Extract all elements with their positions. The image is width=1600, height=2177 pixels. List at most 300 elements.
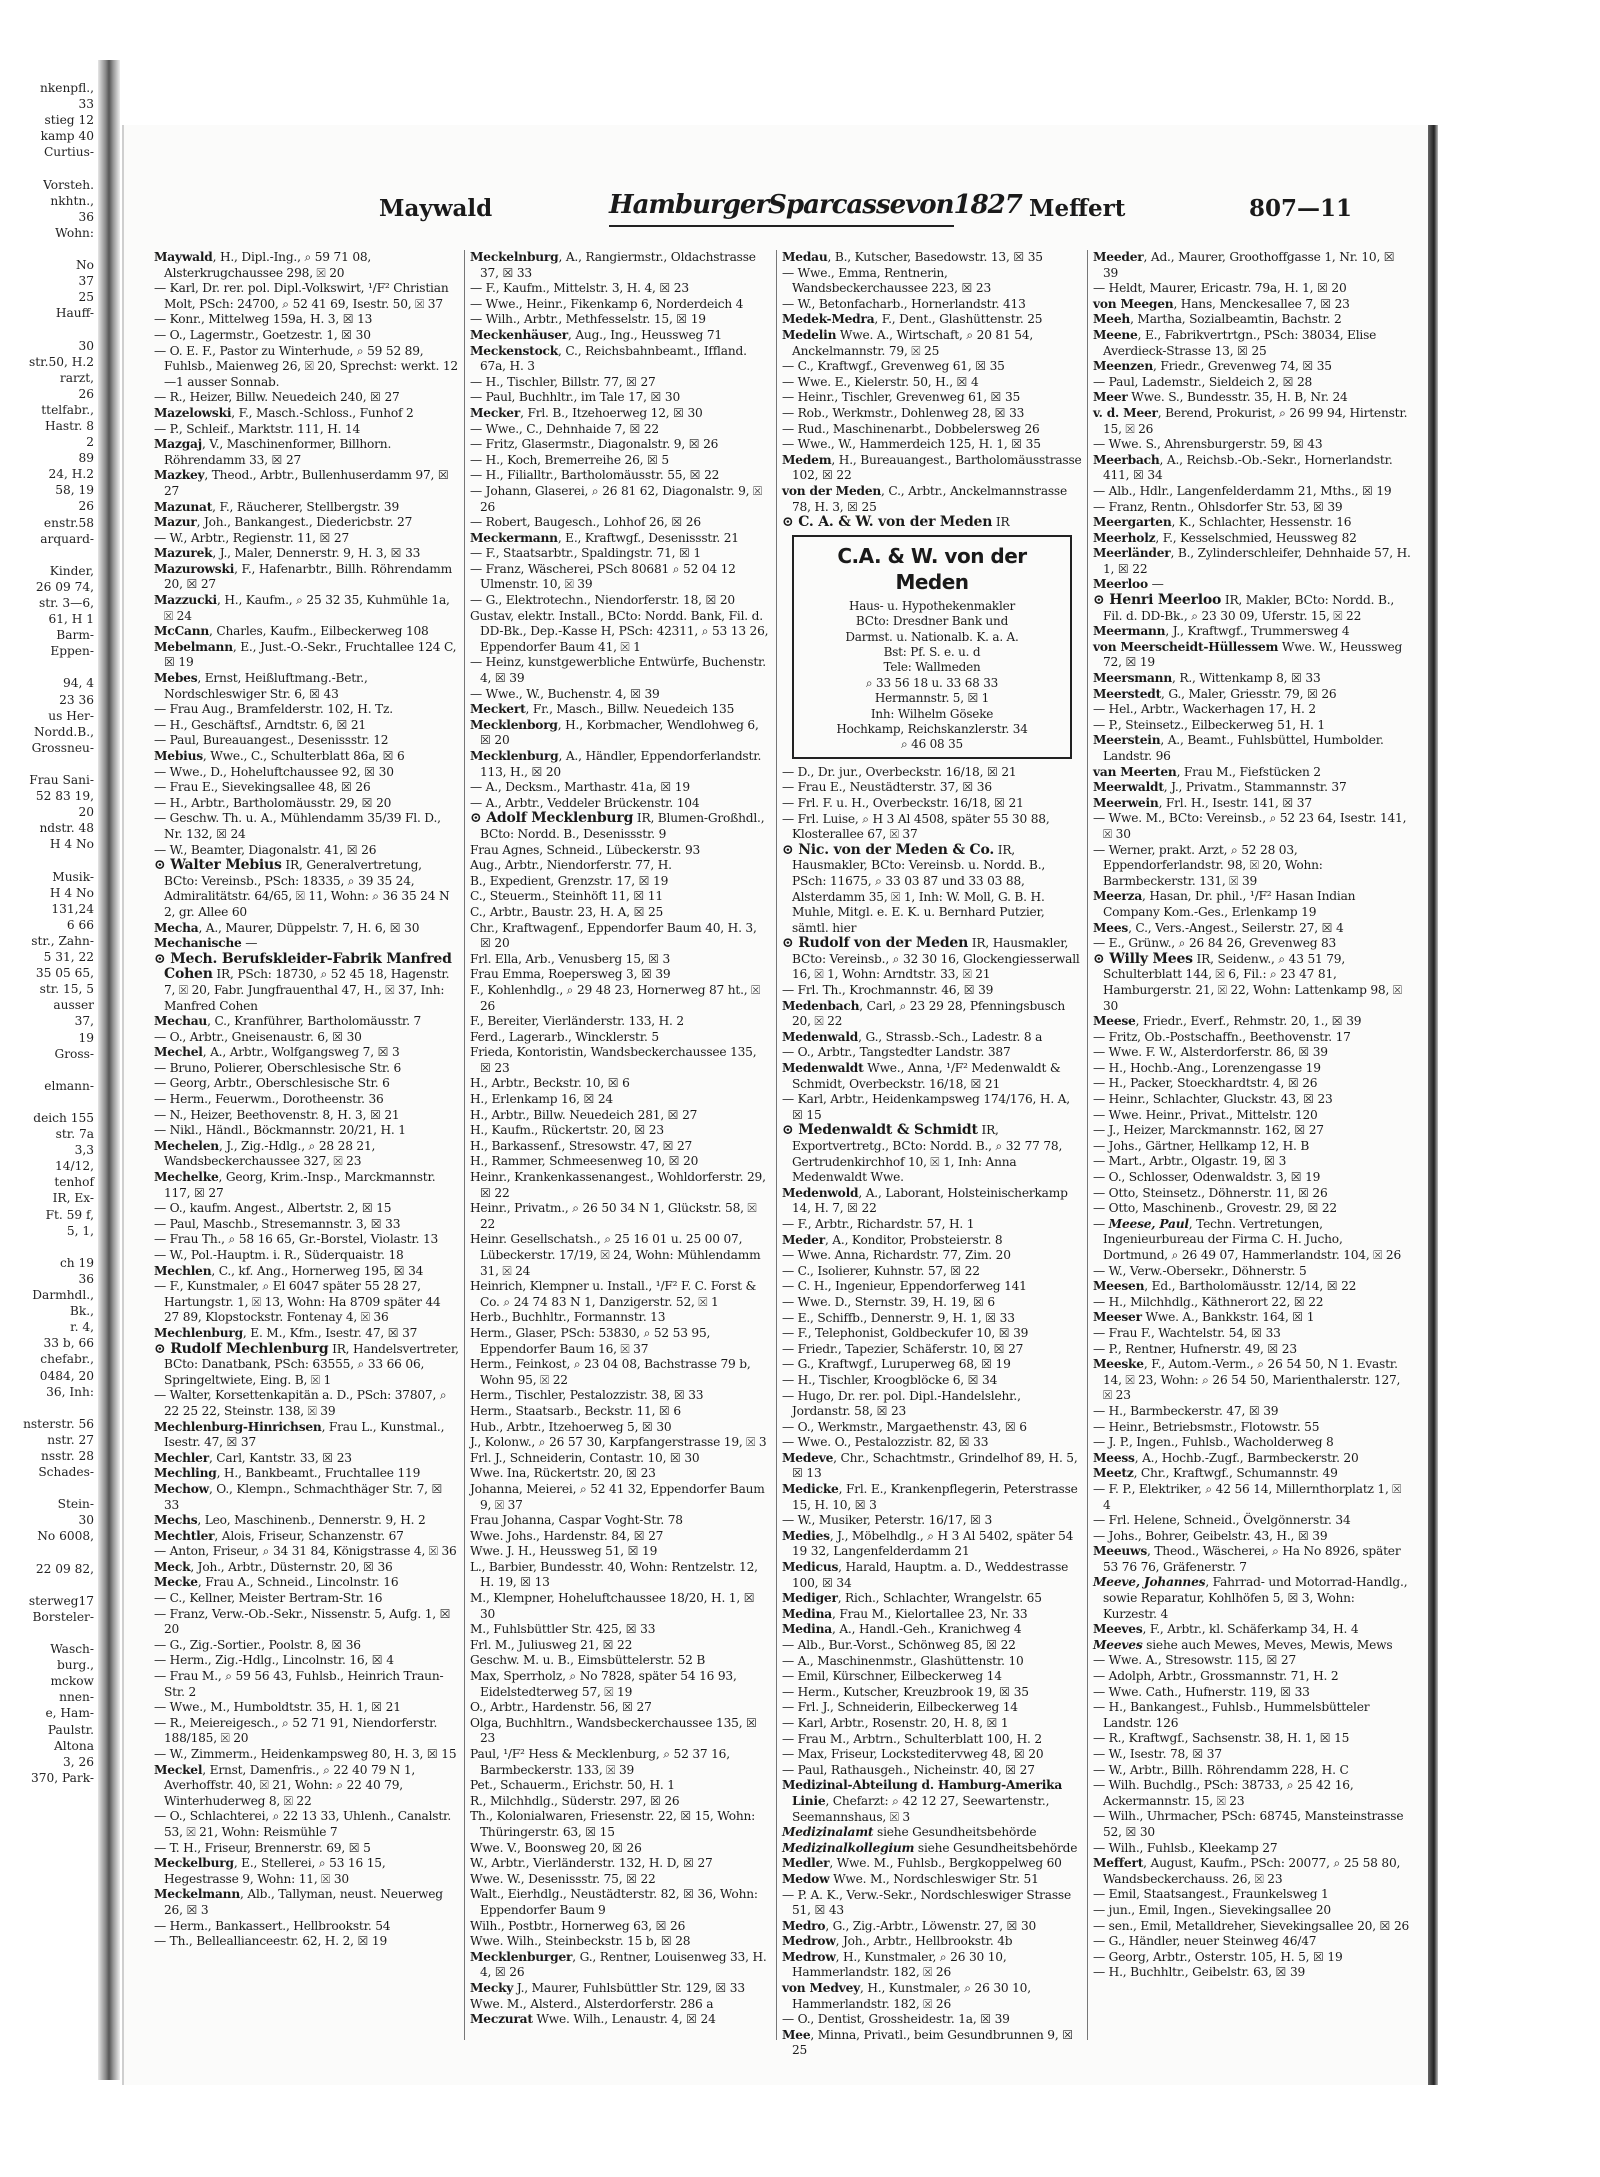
gutter-line: 33 b, 66 — [43, 1336, 94, 1351]
gutter-line: Wasch- — [50, 1642, 94, 1657]
directory-entry: — Wwe. Cath., Hufnerstr. 119, ☒ 33 — [1093, 1684, 1310, 1699]
ad-line: Hochkamp, Reichskanzlerstr. 34 — [836, 721, 1028, 736]
directory-entry: — Rob., Werkmstr., Dohlenweg 28, ☒ 33 — [782, 405, 1025, 420]
directory-entry: Medrow, H., Kunstmaler, ⌕ 26 30 10, Hammerlandstr. 182, ☒ 26 — [782, 1949, 1007, 1980]
ad-line: Tele: Wallmeden — [883, 660, 981, 675]
gutter-line: 33 — [78, 97, 94, 112]
directory-entry: Meerstedt, G., Maler, Griesstr. 79, ☒ 26 — [1093, 686, 1337, 701]
directory-entry: — C., Kellner, Meister Bertram-Str. 16 — [154, 1591, 383, 1606]
directory-entry: — H., Barmbeckerstr. 47, ☒ 39 — [1093, 1403, 1279, 1418]
directory-entry: — Nikl., Händl., Böckmannstr. 20/21, H. 1 — [154, 1123, 406, 1138]
directory-entry: Mazelowski, F., Masch.-Schloss., Funhof 2 — [154, 405, 414, 420]
gutter-line: 89 — [78, 451, 94, 466]
directory-entry: — Paul, Buchhltr., im Tale 17, ☒ 30 — [470, 390, 681, 405]
directory-entry: — Frau Th., ⌕ 58 16 65, Gr.-Borstel, Violastr. 13 — [154, 1232, 439, 1247]
directory-entry: Meese, Friedr., Everf., Rehmstr. 20, 1., ☒ 39 — [1093, 1014, 1362, 1029]
directory-entry: — Robert, Baugesch., Lohhof 26, ☒ 26 — [470, 515, 701, 530]
directory-entry: M., Fuhlsbüttler Str. 425, ☒ 33 — [470, 1622, 656, 1637]
directory-entry: Mechlenburg-Hinrichsen, Frau L., Kunstmal., Isestr. 47, ☒ 37 — [154, 1419, 445, 1450]
directory-entry: Medina, Frau M., Kielortallee 23, Nr. 33 — [782, 1606, 1028, 1621]
directory-entry: ⊙ C. A. & W. von der Meden IR — [782, 514, 1010, 531]
directory-entry: Frau Agnes, Schneid., Lübeckerstr. 93 — [470, 842, 701, 857]
gutter-line: No — [75, 258, 94, 273]
directory-entry: — O. E. F., Pastor zu Winterhude, ⌕ 59 52 89, Fuhlsb., Maienweg 26, ☒ 20, Sprechst: werkt. 12—1 ausser Sonnab. — [154, 343, 458, 389]
directory-page — [122, 125, 1430, 2085]
directory-entry: — Konr., Mittelweg 159a, H. 3, ☒ 13 — [154, 312, 373, 327]
directory-entry: Meerholz, F., Kesselschmied, Heussweg 82 — [1093, 530, 1357, 545]
directory-entry: — H., Bankangest., Fuhlsb., Hummelsbütteler Landstr. 126 — [1093, 1700, 1370, 1730]
gutter-line: tenhof — [54, 1175, 94, 1190]
directory-entry: — Georg, Arbtr., Osterstr. 105, H. 5, ☒ 19 — [1093, 1949, 1343, 1964]
directory-entry: — Alb., Bur.-Vorst., Schönweg 85, ☒ 22 — [782, 1638, 1016, 1652]
directory-entry: — G., Kraftwgf., Luruperweg 68, ☒ 19 — [782, 1357, 1011, 1372]
gutter-line: Frau Sani- — [29, 773, 94, 788]
gutter-line: 25 — [78, 290, 94, 305]
directory-entry: — C., Kraftwgf., Grevenweg 61, ☒ 35 — [782, 359, 1005, 374]
directory-entry: Mebes, Ernst, Heißluftmang.-Betr., Nordschleswiger Str. 6, ☒ 43 — [154, 671, 368, 701]
directory-entry: — Frl. Helene, Schneid., Övelgönnerstr. 34 — [1093, 1513, 1351, 1528]
gutter-line: Darmhdl., — [32, 1288, 94, 1303]
directory-entry: Mechs, Leo, Maschinenb., Dennerstr. 9, H. 2 — [154, 1513, 426, 1528]
directory-entry: — Max, Friseur, Locksteditervweg 48, ☒ 20 — [782, 1747, 1044, 1762]
directory-entry: Meerstein, A., Beamt., Fuhlsbüttel, Humbolder. Landstr. 96 — [1093, 733, 1384, 763]
gutter-line: 36 — [78, 209, 94, 224]
directory-entry: Meesen, Ed., Bartholomäusstr. 12/14, ☒ 22 — [1093, 1279, 1357, 1294]
directory-entry: — W., Verw.-Obersekr., Döhnerstr. 5 — [1093, 1263, 1307, 1278]
directory-entry: — Adolph, Arbtr., Grossmannstr. 71, H. 2 — [1093, 1669, 1339, 1684]
directory-entry: Max, Sperrholz, ⌕ No 7828, später 54 16 93, Eidelstedterweg 57, ☒ 19 — [470, 1669, 737, 1699]
gutter-line: Eppen- — [50, 644, 94, 659]
directory-entry: — Anton, Friseur, ⌕ 34 31 84, Königstrasse 4, ☒ 36 — [154, 1544, 457, 1559]
directory-entry: — T. H., Friseur, Brennerstr. 69, ☒ 5 — [154, 1840, 371, 1855]
directory-entry: H., Kaufm., Rückertstr. 20, ☒ 23 — [470, 1123, 664, 1138]
directory-entry: Meeh, Martha, Sozialbeamtin, Bachstr. 2 — [1093, 312, 1342, 327]
directory-entry: — J., Heizer, Marckmannstr. 162, ☒ 27 — [1093, 1123, 1324, 1138]
directory-entry: Medek-Medra, F., Dent., Glashüttenstr. 25 — [782, 312, 1043, 327]
gutter-line: 23 36 — [59, 692, 94, 707]
gutter-line: H 4 No — [49, 837, 94, 852]
directory-entry: Medler, Wwe. M., Fuhlsb., Bergkoppelweg 60 — [782, 1856, 1062, 1871]
directory-entry: R., Milchhdlg., Süderstr. 297, ☒ 26 — [470, 1793, 680, 1808]
directory-entry: Meckelnburg, A., Rangiermstr., Oldachstrasse 37, ☒ 33 — [470, 250, 756, 280]
directory-entry: Frau Johanna, Caspar Voght-Str. 78 — [470, 1513, 683, 1528]
directory-entry: — Frau F., Wachtelstr. 54, ☒ 33 — [1093, 1325, 1281, 1340]
directory-entry: v. d. Meer, Berend, Prokurist, ⌕ 26 99 94, Hirtenstr. 15, ☒ 26 — [1093, 405, 1408, 436]
directory-entry: — O., Arbtr., Tangstedter Landstr. 387 — [782, 1045, 1011, 1060]
directory-entry: Meck, Joh., Arbtr., Düsternstr. 20, ☒ 36 — [154, 1559, 393, 1574]
directory-entry: Meder, A., Konditor, Probsteierstr. 8 — [782, 1232, 1003, 1247]
gutter-line: 52 83 19, — [35, 789, 94, 804]
directory-entry: — Wwe., Heinr., Fikenkamp 6, Norderdeich 4 — [470, 296, 744, 311]
directory-entry: Medina, A., Handl.-Geh., Kranichweg 4 — [782, 1622, 1022, 1637]
gutter-line: 36, Inh: — [46, 1384, 94, 1399]
gutter-line: 37, — [74, 1014, 94, 1029]
directory-entry: — Johann, Glaserei, ⌕ 26 81 62, Diagonalstr. 9, ☒ 26 — [470, 483, 762, 514]
directory-entry: — jun., Emil, Ingen., Sievekingsallee 20 — [1093, 1902, 1331, 1917]
gutter-line: ausser — [53, 998, 94, 1013]
gutter-line: nsstr. 28 — [41, 1448, 94, 1463]
directory-entry: — Otto, Steinsetz., Döhnerstr. 11, ☒ 26 — [1093, 1185, 1328, 1200]
directory-entry: Heinr. Gesellschatsh., ⌕ 25 16 01 u. 25 00 07, Lübeckerstr. 17/19, ☒ 24, Wohn: Mühlendamm 31, ☒ 24 — [470, 1232, 761, 1278]
directory-entry: Medenbach, Carl, ⌕ 23 29 28, Pfenningsbusch 20, ☒ 22 — [782, 998, 1066, 1029]
ad-title: C.A. & W. von der Meden — [837, 543, 1027, 594]
directory-entry: Mazunat, F., Räucherer, Stellbergstr. 39 — [154, 499, 400, 514]
gutter-line: Hastr. 8 — [44, 418, 94, 433]
ad-line: Bst: Pf. S. e. u. d — [883, 644, 981, 659]
gutter-line: Schades- — [38, 1465, 94, 1480]
directory-entry: Paul, ¹/F² Hess & Mecklenburg, ⌕ 52 37 16, Barmbeckerstr. 133, ☒ 39 — [470, 1747, 730, 1777]
directory-entry: — Fritz, Ob.-Postschaffn., Beethovenstr. 17 — [1093, 1029, 1351, 1044]
directory-entry: Aug., Arbtr., Niendorferstr. 77, H. — [470, 858, 672, 873]
directory-entry: — Hel., Arbtr., Wackerhagen 17, H. 2 — [1093, 702, 1316, 717]
directory-entry: — Paul, Maschb., Stresemannstr. 3, ☒ 33 — [154, 1216, 401, 1231]
directory-entry: — W., Arbtr., Billh. Röhrendamm 228, H. C — [1093, 1762, 1349, 1777]
gutter-line: mckow — [50, 1674, 94, 1689]
directory-entry: W., Arbtr., Vierländerstr. 132, H. D, ☒ 27 — [470, 1856, 713, 1871]
gutter-line: Kinder, — [49, 563, 94, 578]
column-4 — [1087, 250, 1411, 2040]
directory-entry: Medeve, Chr., Schachtmstr., Grindelhof 89, H. 5, ☒ 13 — [782, 1450, 1078, 1481]
directory-entry: Mecklenburg, A., Händler, Eppendorferlandstr. 113, H., ☒ 20 — [470, 749, 762, 779]
directory-entry: Mechlenburg, E. M., Kfm., Isestr. 47, ☒ 37 — [154, 1325, 418, 1340]
directory-entry: — Otto, Maschinenb., Grovestr. 29, ☒ 22 — [1093, 1201, 1337, 1216]
gutter-line: r. 4, — [70, 1320, 94, 1335]
ad-line: Haus- u. Hypothekenmakler — [848, 598, 1016, 613]
gutter-line — [0, 659, 96, 675]
directory-entry: — F., Kunstmaler, ⌕ El 6047 später 55 28 27, Hartungstr. 1, ☒ 13, Wohn: Ha 8709 später 44 27 89, Klopstockstr. Fontenay 4, ☒ 36 — [154, 1279, 441, 1325]
gutter-line: str. 15, 5 — [39, 982, 94, 997]
directory-entry: Medem, H., Bureauangest., Bartholomäusstrasse 102, ☒ 22 — [782, 452, 1082, 483]
directory-entry: Herm., Glaser, PSch: 53830, ⌕ 52 53 95, Eppendorfer Baum 16, ☒ 37 — [470, 1325, 711, 1356]
directory-entry: Meerländer, B., Zylinderschleifer, Dehnhaide 57, H. 1, ☒ 22 — [1093, 546, 1411, 576]
directory-entry: ⊙ Nic. von der Meden & Co. IR, Hausmakler, BCto: Vereinsb. u. Nordd. B., PSch: 11675, ⌕ 33 03 87 und 33 03 88, Alsterdamm 35, ☒ 1, Inh: W. Moll, G. B. H. Muhle, Mitgl. e. E. K. u. Bernhard Putzier, sämtl. hier — [782, 841, 1046, 935]
directory-entry: Mecklenborg, H., Korbmacher, Wendlohweg 6, ☒ 20 — [470, 717, 759, 748]
directory-entry: Mecky J., Maurer, Fuhlsbüttler Str. 129, ☒ 33 — [470, 1980, 745, 1995]
directory-entry: — O., Schlosser, Odenwaldstr. 3, ☒ 19 — [1093, 1170, 1321, 1185]
directory-entry: — R., Kraftwgf., Sachsenstr. 38, H. 1, ☒ 15 — [1093, 1731, 1350, 1746]
directory-entry: van Meerten, Frau M., Fiefstücken 2 — [1093, 764, 1321, 779]
directory-entry: — Frau Aug., Bramfelderstr. 102, H. Tz. — [154, 702, 393, 717]
directory-entry: von Meerscheidt-Hüllessem Wwe. W., Heussweg 72, ☒ 19 — [1093, 639, 1403, 670]
gutter-line: Grossneu- — [31, 740, 94, 755]
directory-entry: — Wilh., Fuhlsb., Kleekamp 27 — [1093, 1840, 1278, 1855]
gutter-line: str. 3—6, — [39, 596, 94, 610]
directory-entry: Meeser Wwe. A., Bankkstr. 164, ☒ 1 — [1093, 1310, 1315, 1325]
directory-entry: Medicke, Frl. E., Krankenpflegerin, Peterstrasse 15, H. 10, ☒ 3 — [782, 1482, 1078, 1512]
directory-entry: — Wwe. S., Ahrensburgerstr. 59, ☒ 43 — [1093, 437, 1323, 452]
directory-entry: Heinr., Privatm., ⌕ 26 50 34 N 1, Glückstr. 58, ☒ 22 — [470, 1201, 757, 1231]
directory-entry: — W., Beamter, Diagonalstr. 41, ☒ 26 — [154, 842, 377, 857]
directory-entry: Mechling, H., Bankbeamt., Fruchtallee 119 — [154, 1466, 421, 1481]
directory-entry: — Hugo, Dr. rer. pol. Dipl.-Handelslehr., Jordanstr. 58, ☒ 23 — [782, 1388, 1021, 1419]
gutter-line: Hauff- — [55, 306, 94, 321]
directory-entry: Frl. M., Juliusweg 21, ☒ 22 — [470, 1637, 633, 1652]
directory-entry: — O., Lagermstr., Goetzestr. 1, ☒ 30 — [154, 327, 371, 342]
directory-entry: Meffert, August, Kaufm., PSch: 20077, ⌕ 25 58 80, Wandsbeckerchauss. 26, ☒ 23 — [1093, 1856, 1401, 1886]
gutter-line: Nordd.B., — [33, 724, 94, 739]
gutter-line: Paulstr. — [47, 1722, 94, 1737]
directory-entry: — Meese, Paul, Techn. Vertretungen, Ingenieurbureau der Firma C. H. Jucho, Dortmund, ⌕ 26 49 07, Hammerlandstr. 104, ☒ 26 — [1093, 1216, 1401, 1262]
gutter-line — [0, 160, 96, 176]
directory-entry: Medizinalamt siehe Gesundheitsbehörde — [782, 1825, 1037, 1840]
directory-entry: Meeves, F., Arbtr., kl. Schäferkamp 34, H. 4 — [1093, 1622, 1359, 1637]
gutter-line: sterweg17 — [28, 1593, 94, 1608]
gutter-line: rarzt, — [59, 370, 94, 385]
directory-entry: Wilh., Postbtr., Hornerweg 63, ☒ 26 — [470, 1918, 686, 1933]
directory-entry: H., Arbtr., Beckstr. 10, ☒ 6 — [470, 1076, 630, 1091]
gutter-line: 26 09 74, — [35, 579, 94, 594]
directory-entry: Meerwein, Frl. H., Isestr. 141, ☒ 37 — [1093, 795, 1312, 810]
directory-entry: — Wwe., W., Buchenstr. 4, ☒ 39 — [470, 686, 660, 701]
gutter-line: burg., — [56, 1658, 94, 1673]
directory-entry: — O., Arbtr., Gneisenaustr. 6, ☒ 30 — [154, 1029, 362, 1044]
directory-entry: — Wilh., Arbtr., Methfesselstr. 15, ☒ 19 — [470, 312, 706, 327]
directory-entry: Mechlen, C., kf. Ang., Hornerweg 195, ☒ 34 — [154, 1263, 424, 1278]
directory-entry: — Johs., Bohrer, Geibelstr. 43, H., ☒ 39 — [1093, 1528, 1328, 1543]
directory-entry: Meckermann, E., Kraftwgf., Desenissstr. 21 — [470, 530, 739, 545]
directory-entry: Mechel, A., Arbtr., Wolfgangsweg 7, ☒ 3 — [154, 1045, 400, 1060]
directory-entry: — W., Musiker, Peterstr. 16/17, ☒ 3 — [782, 1513, 993, 1528]
directory-entry: — A., Decksm., Marthastr. 41a, ☒ 19 — [470, 780, 690, 795]
directory-entry: C., Arbtr., Baustr. 23, H. A, ☒ 25 — [470, 904, 664, 919]
directory-entry: — Emil, Kürschner, Eilbeckerweg 14 — [782, 1669, 1002, 1684]
directory-entry: Herm., Staatsarb., Beckstr. 11, ☒ 6 — [470, 1403, 681, 1418]
directory-entry: Frieda, Kontoristin, Wandsbeckerchaussee 135, ☒ 23 — [470, 1045, 757, 1075]
gutter-line: stieg 12 — [44, 113, 94, 128]
directory-entry: von der Meden, C., Arbtr., Anckelmannstrasse 78, H. 3, ☒ 25 — [782, 483, 1068, 514]
directory-entry: Meenzen, Friedr., Grevenweg 74, ☒ 35 — [1093, 359, 1332, 374]
directory-entry: ⊙ Adolf Mecklenburg IR, Blumen-Großhdl., BCto: Nordd. B., Desenissstr. 9 — [470, 810, 765, 841]
directory-entry: — Johs., Gärtner, Hellkamp 12, H. B — [1093, 1138, 1310, 1153]
directory-entry: F., Kohlenhdlg., ⌕ 29 48 23, Hornerweg 87 ht., ☒ 26 — [470, 982, 761, 1013]
header-left-keyword: Maywald — [379, 195, 493, 222]
directory-entry: Medies, J., Möbelhdlg., ⌕ H 3 Al 5402, später 54 19 32, Langenfelderdamm 21 — [782, 1528, 1074, 1559]
directory-entry: ⊙ Henri Meerloo IR, Makler, BCto: Nordd. B., Fil. d. DD-Bk., ⌕ 23 30 09, Uferstr. 15, ☒ 22 — [1093, 592, 1395, 623]
directory-entry: Meeder, Ad., Maurer, Groothoffgasse 1, Nr. 10, ☒ 39 — [1093, 250, 1395, 280]
column-3 — [776, 250, 1082, 2058]
directory-entry: — G., Elektrotechn., Niendorferstr. 18, ☒ 20 — [470, 593, 735, 608]
gutter-line: Barm- — [56, 628, 94, 643]
gutter-line: H 4 No — [49, 885, 94, 900]
gutter-line: nsterstr. 56 — [23, 1416, 94, 1431]
directory-entry: — H., Hochb.-Ang., Lorenzengasse 19 — [1093, 1060, 1321, 1075]
directory-entry: Medow Wwe. M., Nordschleswiger Str. 51 — [782, 1871, 1039, 1886]
directory-entry: — O., Werkmstr., Margaethenstr. 43, ☒ 6 — [782, 1419, 1027, 1434]
directory-entry: — Bruno, Polierer, Oberschlesische Str. 6 — [154, 1060, 402, 1075]
gutter-line: 24, H.2 — [48, 467, 94, 482]
directory-entry: Wwe. J. H., Heussweg 51, ☒ 19 — [470, 1544, 658, 1559]
directory-entry: Mechanische — — [154, 936, 258, 951]
directory-entry: Mazurowski, F., Hafenarbtr., Billh. Röhrendamm 20, ☒ 27 — [154, 561, 452, 592]
directory-entry: — Heinr., Schlachter, Gluckstr. 43, ☒ 23 — [1093, 1092, 1333, 1107]
directory-entry: — H., Milchhdlg., Käthnerort 22, ☒ 22 — [1093, 1294, 1324, 1309]
header-right-keyword: Meffert — [1029, 195, 1126, 222]
directory-entry: Mechau, C., Kranführer, Bartholomäusstr. 7 — [154, 1014, 422, 1029]
gutter-line: enstr.58 — [43, 515, 94, 530]
directory-entry: — W., Zimmerm., Heidenkampsweg 80, H. 3, ☒ 15 — [154, 1747, 457, 1761]
directory-entry: — Werner, prakt. Arzt, ⌕ 52 28 03, Eppendorferlandstr. 98, ☒ 20, Wohn: Barmbeckerstr. 131, ☒ 39 — [1093, 842, 1323, 888]
gutter-line: ch 19 — [59, 1255, 94, 1270]
directory-entry: — H., Geschäftsf., Arndtstr. 6, ☒ 21 — [154, 717, 366, 732]
directory-entry: — Georg, Arbtr., Oberschlesische Str. 6 — [154, 1076, 390, 1091]
directory-entry: J., Kolonw., ⌕ 26 57 30, Karpfangerstrasse 19, ☒ 3 — [470, 1435, 767, 1450]
directory-entry: — Wwe., M., Humboldtstr. 35, H. 1, ☒ 21 — [154, 1700, 401, 1715]
gutter-line: 20 — [78, 805, 94, 820]
directory-entry: ⊙ Medenwaldt & Schmidt IR, Exportvertretg., BCto: Nordd. B., ⌕ 32 77 78, Gertrudenkirchhof 10, ☒ 1, Inh: Anna Medenwaldt Wwe. — [782, 1122, 1063, 1185]
directory-entry: Mecklenburger, G., Rentner, Louisenweg 33, H. 4, ☒ 26 — [470, 1949, 767, 1980]
directory-entry: — O., Schlachterei, ⌕ 22 13 33, Uhlenh., Canalstr. 53, ☒ 21, Wohn: Reismühle 7 — [154, 1809, 452, 1839]
directory-entry: — J. P., Ingen., Fuhlsb., Wacholderweg 8 — [1093, 1435, 1334, 1450]
gutter-line: kamp 40 — [40, 129, 94, 144]
gutter-line: Stein- — [57, 1497, 94, 1512]
directory-entry: — W., Arbtr., Regienstr. 11, ☒ 27 — [154, 530, 350, 545]
directory-entry: Mazur, Joh., Bankangest., Diedericbstr. 27 — [154, 515, 413, 530]
directory-entry: H., Arbtr., Billw. Neuedeich 281, ☒ 27 — [470, 1107, 698, 1122]
directory-entry: Meeve, Johannes, Fahrrad- und Motorrad-Handlg., sowie Reparatur, Kohlhöfen 5, ☒ 3, Wohn: Kurzestr. 4 — [1093, 1575, 1408, 1621]
directory-entry: — W., Isestr. 78, ☒ 37 — [1093, 1747, 1222, 1761]
directory-entry: Meckenhäuser, Aug., Ing., Heussweg 71 — [470, 327, 722, 342]
directory-entry: — Wwe. F. W., Alsterdorferstr. 86, ☒ 39 — [1093, 1045, 1328, 1060]
gutter-line: Borsteler- — [32, 1609, 94, 1624]
adjacent-page-gutter-text — [0, 80, 96, 2080]
directory-entry: Wwe. M., Alsterd., Alsterdorferstr. 286 a — [470, 1996, 714, 2011]
directory-entry: H., Rammer, Schmeesenweg 10, ☒ 20 — [470, 1154, 699, 1169]
directory-entry: Mebius, Wwe., C., Schulterblatt 86a, ☒ 6 — [154, 749, 405, 763]
gutter-line: IR, Ex- — [52, 1191, 94, 1206]
directory-entry: — Frl. Luise, ⌕ H 3 Al 4508, später 55 30 88, Klosterallee 67, ☒ 37 — [782, 811, 1050, 842]
gutter-line: 2 — [86, 435, 94, 450]
directory-entry: Johanna, Meierei, ⌕ 52 41 32, Eppendorfer Baum 9, ☒ 37 — [470, 1481, 765, 1512]
directory-entry: — Wwe. A., Stresowstr. 115, ☒ 27 — [1093, 1653, 1297, 1668]
directory-entry: — A., Maschinenmstr., Glashüttenstr. 10 — [782, 1653, 1024, 1668]
gutter-line: 22 09 82, — [35, 1561, 94, 1576]
directory-entry: — G., Zig.-Sortier., Poolstr. 8, ☒ 36 — [154, 1637, 361, 1652]
directory-entry: Meckel, Ernst, Damenfris., ⌕ 22 40 79 N 1, Averhoffstr. 40, ☒ 21, Wohn: ⌕ 22 40 79, Winterhuderweg 8, ☒ 22 — [154, 1762, 416, 1808]
directory-entry: Meergarten, K., Schlachter, Hessenstr. 16 — [1093, 515, 1352, 530]
directory-entry: — Wwe., D., Hoheluftchaussee 92, ☒ 30 — [154, 764, 394, 779]
directory-entry: Wwe. Wilh., Steinbeckstr. 15 b, ☒ 28 — [470, 1934, 691, 1949]
directory-entry: C., Steuerm., Steinhöft 11, ☒ 11 — [470, 889, 663, 904]
directory-entry: Medelin Wwe. A., Wirtschaft, ⌕ 20 81 54, Anckelmannstr. 79, ☒ 25 — [782, 327, 1033, 358]
directory-entry: Meetz, Chr., Kraftwgf., Schumannstr. 49 — [1093, 1466, 1338, 1481]
directory-entry: — Wwe., Emma, Rentnerin, Wandsbeckerchaussee 223, ☒ 23 — [782, 265, 992, 296]
gutter-line: ttelfabr., — [41, 402, 94, 417]
directory-entry: — H., Filialltr., Bartholomäusstr. 55, ☒ 22 — [470, 468, 720, 483]
directory-entry: Medenwaldt Wwe., Anna, ¹/F² Medenwaldt & Schmidt, Overbeckstr. 16/18, ☒ 21 — [782, 1061, 1061, 1091]
gutter-line: 30 — [78, 338, 94, 353]
gutter-line: Vorsteh. — [43, 177, 94, 192]
directory-entry: — W., Betonfacharb., Hornerlandstr. 413 — [782, 296, 1026, 311]
directory-entry: — F., Arbtr., Richardstr. 57, H. 1 — [782, 1216, 975, 1231]
directory-columns — [154, 250, 1419, 2058]
directory-entry: Meeves siehe auch Mewes, Meves, Mewis, Mews — [1093, 1637, 1393, 1652]
directory-entry: Mazgaj, V., Maschinenformer, Billhorn. Röhrendamm 33, ☒ 27 — [154, 437, 392, 467]
directory-entry: Hub., Arbtr., Itzehoerweg 5, ☒ 30 — [470, 1419, 672, 1434]
directory-entry: — H., Tischler, Kroogblöcke 6, ☒ 34 — [782, 1372, 998, 1387]
directory-entry: Herm., Tischler, Pestalozzistr. 38, ☒ 33 — [470, 1388, 704, 1403]
gutter-line — [0, 1577, 96, 1593]
directory-entry: — F., Kaufm., Mittelstr. 3, H. 4, ☒ 23 — [470, 281, 689, 296]
directory-entry: — Alb., Hdlr., Langenfelderdamm 21, Mths., ☒ 19 — [1093, 483, 1392, 498]
gutter-line: 19 — [78, 1030, 94, 1045]
directory-entry: Mechler, Carl, Kantstr. 33, ☒ 23 — [154, 1450, 352, 1465]
directory-entry: M., Klempner, Hoheluftchaussee 18/20, H. 1, ☒ 30 — [470, 1591, 755, 1621]
directory-entry: Meerwaldt, J., Privatm., Stammannstr. 37 — [1093, 780, 1347, 795]
gutter-line: Bk., — [69, 1304, 94, 1319]
directory-entry: — P., Schleif., Marktstr. 111, H. 14 — [154, 421, 361, 436]
directory-entry: — Frl. Th., Krochmannstr. 46, ☒ 39 — [782, 983, 994, 998]
directory-entry: Pet., Schauerm., Erichstr. 50, H. 1 — [470, 1778, 675, 1793]
directory-entry: Meckert, Fr., Masch., Billw. Neuedeich 135 — [470, 702, 735, 717]
ad-line: BCto: Dresdner Bank und — [855, 614, 1009, 629]
gutter-line: 36 — [78, 1271, 94, 1286]
gutter-line — [0, 1400, 96, 1416]
gutter-line — [0, 1480, 96, 1496]
directory-entry: Chr., Kraftwagenf., Eppendorfer Baum 40, H. 3, ☒ 20 — [470, 920, 757, 951]
directory-entry: Meerbach, A., Reichsb.-Ob.-Sekr., Hornerlandstr. 411, ☒ 34 — [1093, 452, 1393, 483]
directory-entry: — H., Koch, Bremerreihe 26, ☒ 5 — [470, 452, 669, 467]
directory-entry: — P. A. K., Verw.-Sekr., Nordschleswiger Strasse 51, ☒ 43 — [782, 1887, 1071, 1918]
gutter-line: ndstr. 48 — [39, 821, 94, 836]
gutter-line: chefabr., — [40, 1352, 94, 1367]
directory-entry: — E., Grünw., ⌕ 26 84 26, Grevenweg 83 — [1093, 936, 1337, 951]
gutter-line: 3,3 — [74, 1143, 94, 1158]
column-2 — [464, 250, 770, 2040]
directory-entry: Wwe. Johs., Hardenstr. 84, ☒ 27 — [470, 1528, 664, 1543]
directory-entry: — A., Arbtr., Veddeler Brückenstr. 104 — [470, 795, 700, 810]
directory-entry: Ferd., Lagerarb., Wincklerstr. 5 — [470, 1029, 659, 1044]
directory-entry: Meckelmann, Alb., Tallyman, neust. Neuerweg 26, ☒ 3 — [154, 1887, 443, 1917]
gutter-line: str.50, H.2 — [28, 354, 94, 369]
gutter-line: 94, 4 — [62, 676, 94, 691]
directory-entry: Medenwald, G., Strassb.-Sch., Ladestr. 8 a — [782, 1029, 1043, 1044]
directory-entry: Olga, Buchhltrn., Wandsbeckerchaussee 135, ☒ 23 — [470, 1715, 757, 1746]
directory-entry: Meerloo — — [1093, 577, 1164, 592]
directory-entry: — O., Dentist, Grossheidestr. 1a, ☒ 39 — [782, 2012, 1010, 2027]
gutter-line — [0, 1545, 96, 1561]
gutter-line: nkenpfl., — [40, 81, 94, 95]
gutter-line — [0, 241, 96, 257]
gutter-line: 26 — [78, 499, 94, 514]
directory-entry: — Walter, Korsettenkapitän a. D., PSch: 37807, ⌕ 22 25 22, Steinstr. 138, ☒ 39 — [154, 1388, 447, 1418]
directory-entry: Meeske, F., Autom.-Verm., ⌕ 26 54 50, N 1. Evastr. 14, ☒ 23, Wohn: ⌕ 26 54 50, Marienthalerstr. 127, ☒ 23 — [1093, 1357, 1401, 1403]
gutter-line: e, Ham- — [45, 1706, 94, 1721]
directory-entry: — Wwe. Anna, Richardstr. 77, Zim. 20 — [782, 1248, 1011, 1263]
directory-entry: — Karl, Arbtr., Rosenstr. 20, H. 8, ☒ 1 — [782, 1715, 1009, 1730]
gutter-line — [0, 853, 96, 869]
book-fold — [98, 60, 120, 2080]
directory-entry: — Wwe. E., Kielerstr. 50, H., ☒ 4 — [782, 374, 979, 389]
directory-entry: Medenwold, A., Laborant, Holsteinischerkamp 14, H. 7, ☒ 22 — [782, 1185, 1068, 1216]
gutter-line: 35 05 65, — [35, 966, 94, 981]
directory-entry: Frau Emma, Roepersweg 3, ☒ 39 — [470, 967, 671, 982]
directory-entry: ⊙ Walter Mebius IR, Generalvertretung, BCto: Vereinsb., PSch: 18335, ⌕ 39 35 24, Admiralitätstr. 64/65, ☒ 11, Wohn: ⌕ 36 35 24 N 2, gr. Allee 60 — [154, 857, 450, 919]
gutter-line: us Her- — [48, 708, 94, 723]
directory-entry: Wwe. W., Desenissstr. 75, ☒ 22 — [470, 1871, 656, 1886]
directory-entry: Gustav, elektr. Install., BCto: Nordd. Bank, Fil. d. DD-Bk., Dep.-Kasse H, PSch: 42311, ⌕ 53 13 26, Eppendorfer Baum 41, ☒ 1 — [470, 608, 769, 654]
directory-entry: F., Bereiter, Vierländerstr. 133, H. 2 — [470, 1014, 684, 1029]
directory-entry: Mechelke, Georg, Krim.-Insp., Marckmannstr. 117, ☒ 27 — [154, 1170, 436, 1200]
directory-entry: — Wwe. D., Sternstr. 39, H. 19, ☒ 6 — [782, 1294, 995, 1309]
gutter-line: 3, 26 — [62, 1754, 94, 1769]
column-1 — [154, 250, 459, 2040]
directory-entry: Meeuws, Theod., Wäscherei, ⌕ Ha No 8926, später 53 76 76, Gräfenerstr. 7 — [1093, 1544, 1401, 1574]
directory-entry: — W., Pol.-Hauptm. i. R., Süderquaistr. 18 — [154, 1248, 404, 1262]
directory-entry: Mecke, Frau A., Schneid., Lincolnstr. 16 — [154, 1575, 399, 1590]
gutter-line: 370, Park- — [30, 1770, 94, 1785]
directory-entry: Meess, A., Hochb.-Zugf., Barmbeckerstr. 20 — [1093, 1450, 1359, 1465]
directory-entry: — C., Isolierer, Kuhnstr. 57, ☒ 22 — [782, 1263, 980, 1278]
